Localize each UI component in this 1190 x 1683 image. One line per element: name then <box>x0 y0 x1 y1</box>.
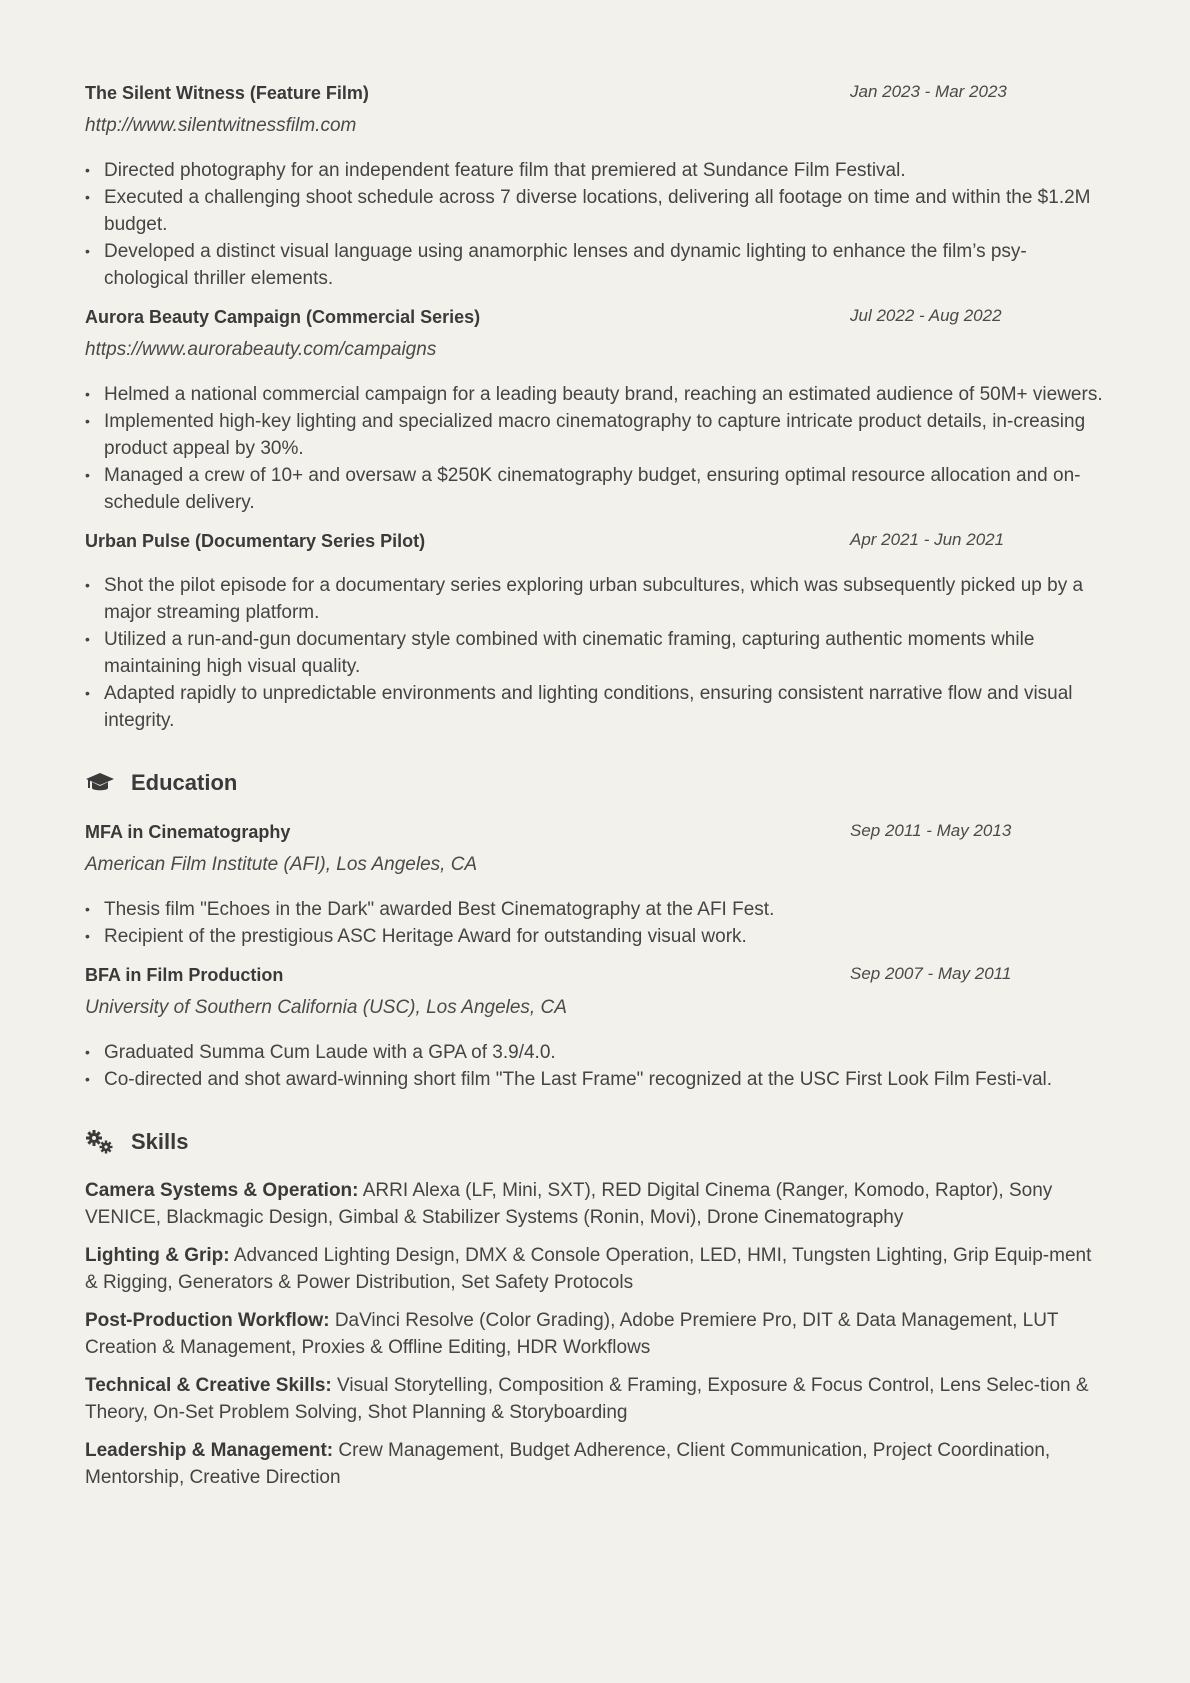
project-title: Urban Pulse (Documentary Series Pilot) <box>85 531 426 551</box>
project-date: Jan 2023 - Mar 2023 <box>850 82 1007 101</box>
skill-text: Crew Management, Budget Adherence, Client Communication, Project Coordination, Mentorship, Creative Direction <box>85 1440 1051 1488</box>
bullet-item: • Executed a challenging shoot schedule across 7 diverse locations, delivering all footage on time and within the $1.2M budget. <box>85 184 1105 238</box>
resume-content <box>85 78 1105 1491</box>
project-date: Apr 2021 - Jun 2021 <box>850 530 1005 549</box>
graduation-cap-icon <box>85 768 115 798</box>
project-entry <box>85 302 1105 516</box>
section-title-text: Education <box>131 770 238 795</box>
skill-label: Leadership & Management: <box>85 1440 334 1461</box>
school-name: University of Southern California (USC), Los Angeles, CA <box>85 997 567 1018</box>
skill-text: Visual Storytelling, Composition & Framing, Exposure & Focus Control, Lens Selec-tion & Theory, On-Set Problem Solving, Shot Planning & Storyboarding <box>85 1375 1089 1423</box>
degree-date: Sep 2007 - May 2011 <box>850 964 1012 983</box>
skills-heading <box>85 1127 1105 1157</box>
project-entry <box>85 526 1105 734</box>
skill-item <box>85 1307 1105 1361</box>
school-name: American Film Institute (AFI), Los Angeles, CA <box>85 854 478 875</box>
education-heading <box>85 768 1105 798</box>
skill-item <box>85 1372 1105 1426</box>
bullet-item: • Adapted rapidly to unpredictable environments and lighting conditions, ensuring consistent narrative flow and visual integrity. <box>85 680 1105 734</box>
project-title: The Silent Witness (Feature Film) <box>85 83 369 103</box>
bullet-item: • Helmed a national commercial campaign for a leading beauty brand, reaching an estimated audience of 50M+ viewers. <box>85 381 1105 408</box>
bullet-item: • Shot the pilot episode for a documentary series exploring urban subcultures, which was subsequently picked up by a major streaming platform. <box>85 572 1105 626</box>
degree-title: BFA in Film Production <box>85 965 284 985</box>
skill-item <box>85 1437 1105 1491</box>
project-url[interactable]: https://www.aurorabeauty.com/campaigns <box>85 339 437 360</box>
bullet-item: • Co-directed and shot award-winning short film "The Last Frame" recognized at the USC First Look Film Festi-val. <box>85 1066 1105 1093</box>
project-bullets <box>85 572 1105 734</box>
skill-label: Post-Production Workflow: <box>85 1310 330 1331</box>
skill-item <box>85 1242 1105 1296</box>
project-url[interactable]: http://www.silentwitnessfilm.com <box>85 115 357 136</box>
education-entry <box>85 817 1105 950</box>
skill-item <box>85 1177 1105 1231</box>
skill-label: Camera Systems & Operation: <box>85 1180 359 1201</box>
degree-title: MFA in Cinematography <box>85 822 291 842</box>
gears-icon <box>85 1127 115 1157</box>
skill-text: Advanced Lighting Design, DMX & Console Operation, LED, HMI, Tungsten Lighting, Grip Equip-ment & Rigging, Generators & Power Distribution, Set Safety Protocols <box>85 1245 1092 1293</box>
bullet-item: • Graduated Summa Cum Laude with a GPA of 3.9/4.0. <box>85 1039 1105 1066</box>
education-bullets <box>85 896 1105 950</box>
bullet-item: • Thesis film "Echoes in the Dark" awarded Best Cinematography at the AFI Fest. <box>85 896 1105 923</box>
skill-text: ARRI Alexa (LF, Mini, SXT), RED Digital Cinema (Ranger, Komodo, Raptor), Sony VENICE, Blackmagic Design, Gimbal & Stabilizer Systems (Ronin, Movi), Drone Cinematography <box>85 1180 1053 1228</box>
project-entry <box>85 78 1105 292</box>
education-entry <box>85 960 1105 1093</box>
skill-text: DaVinci Resolve (Color Grading), Adobe Premiere Pro, DIT & Data Management, LUT Creation & Management, Proxies & Offline Editing, HDR Workflows <box>85 1310 1059 1358</box>
skill-label: Technical & Creative Skills: <box>85 1375 332 1396</box>
bullet-item: • Directed photography for an independent feature film that premiered at Sundance Film Festival. <box>85 157 1105 184</box>
project-date: Jul 2022 - Aug 2022 <box>850 306 1002 325</box>
bullet-item: • Recipient of the prestigious ASC Heritage Award for outstanding visual work. <box>85 923 1105 950</box>
project-title: Aurora Beauty Campaign (Commercial Series) <box>85 307 481 327</box>
skill-label: Lighting & Grip: <box>85 1245 230 1266</box>
bullet-item: • Developed a distinct visual language using anamorphic lenses and dynamic lighting to enhance the film’s psy-chological thriller elements. <box>85 238 1105 292</box>
education-bullets <box>85 1039 1105 1093</box>
section-title-text: Skills <box>131 1129 189 1154</box>
bullet-item: • Utilized a run-and-gun documentary style combined with cinematic framing, capturing authentic moments while maintaining high visual quality. <box>85 626 1105 680</box>
bullet-item: • Implemented high-key lighting and specialized macro cinematography to capture intricate product details, in-creasing product appeal by 30%. <box>85 408 1105 462</box>
project-bullets <box>85 157 1105 292</box>
project-bullets <box>85 381 1105 516</box>
bullet-item: • Managed a crew of 10+ and oversaw a $250K cinematography budget, ensuring optimal resource allocation and on-schedule delivery. <box>85 462 1105 516</box>
degree-date: Sep 2011 - May 2013 <box>850 821 1012 840</box>
